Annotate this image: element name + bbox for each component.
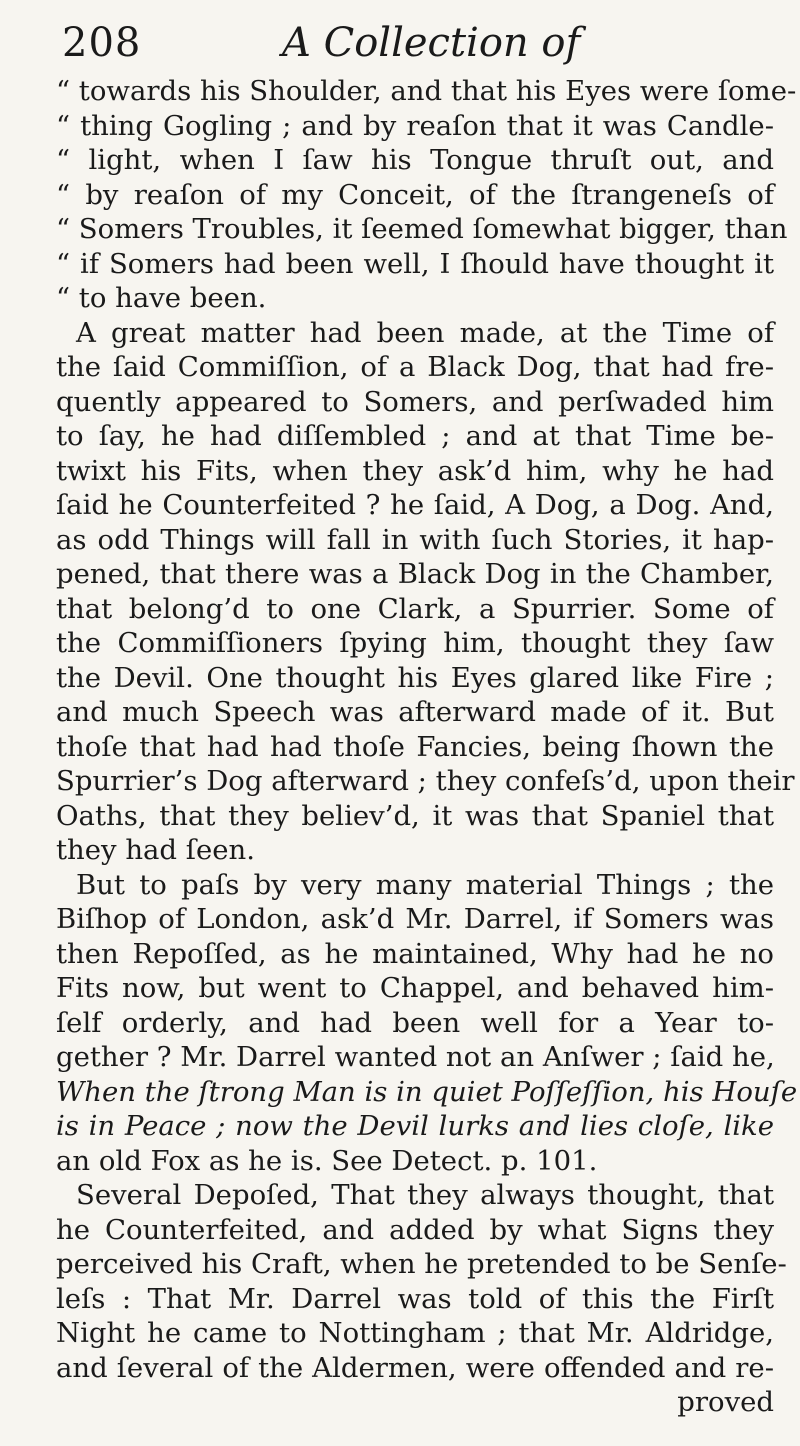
text-line: proved <box>677 1386 774 1418</box>
text-line: perceived his Craft, when he pretended to be Senſe- <box>56 1248 787 1280</box>
text-line: as odd Things will fall in with ſuch Stories, it hap- <box>56 523 774 556</box>
text-line: is in Peace ; now the Devil lurks and lies cloſe, like <box>56 1110 774 1142</box>
text-line: “ towards his Shoulder, and that his Eyes were ſome- <box>56 75 797 107</box>
text-line: “ thing Gogling ; and by reaſon that it was Candle- <box>56 109 774 142</box>
text-line: thoſe that had had thoſe Fancies, being ſhown the <box>56 730 774 763</box>
text-line: the Devil. One thought his Eyes glared like Fire ; <box>56 661 774 694</box>
text-line: “ by reaſon of my Conceit, of the ſtrangeneſs of <box>56 178 774 211</box>
page-number: 208 <box>62 20 142 66</box>
text-line: the ſaid Commiſſion, of a Black Dog, that had fre- <box>56 351 774 383</box>
text-line: and ſeveral of the Aldermen, were offended and re- <box>56 1351 774 1384</box>
text-line: twixt his Fits, when they ask’d him, why he had <box>56 454 774 487</box>
text-line: Several Depoſed, That they always thought, that <box>76 1179 774 1211</box>
body-text <box>56 74 798 1420</box>
text-line: leſs : That Mr. Darrel was told of this the Firſt <box>56 1282 774 1315</box>
text-line: to ſay, he had diſſembled ; and at that Time be- <box>56 420 774 452</box>
text-line: “ Somers Troubles, it ſeemed ſomewhat bigger, than <box>56 213 788 245</box>
text-line: gether ? Mr. Darrel wanted not an Anſwer ; ſaid he, <box>56 1041 775 1073</box>
running-title: A Collection of <box>282 20 581 66</box>
text-line: ſelf orderly, and had been well for a Year to- <box>56 1006 774 1039</box>
text-line: and much Speech was afterward made of it. But <box>56 696 774 728</box>
text-line: Night he came to Nottingham ; that Mr. Aldridge, <box>56 1317 774 1349</box>
text-line: he Counterfeited, and added by what Signs they <box>56 1213 774 1246</box>
text-line: they had ſeen. <box>56 834 255 866</box>
text-line: A great matter had been made, at the Time of <box>76 316 774 349</box>
text-line: pened, that there was a Black Dog in the Chamber, <box>56 558 774 590</box>
text-line: that belong’d to one Clark, a Spurrier. Some of <box>56 592 774 625</box>
text-line: But to paſs by very many material Things ; the <box>76 868 774 901</box>
text-line: “ if Somers had been well, I ſhould have thought it <box>56 247 774 280</box>
text-line: an old Fox as he is. See Detect. p. 101. <box>56 1144 598 1177</box>
text-line: Fits now, but went to Chappel, and behaved him- <box>56 972 774 1004</box>
text-line: “ to have been. <box>56 282 267 314</box>
text-line: then Repoſſed, as he maintained, Why had he no <box>56 937 774 970</box>
text-line: ſaid he Counterfeited ? he ſaid, A Dog, a Dog. And, <box>56 489 774 521</box>
text-line: When the ſtrong Man is in quiet Poſſeſſion, his Houſe <box>56 1075 798 1108</box>
text-line: the Commiſſioners ſpying him, thought they ſaw <box>56 627 774 659</box>
running-head <box>62 12 762 82</box>
text-line: “ light, when I ſaw his Tongue thruſt out, and <box>56 144 774 176</box>
text-line: quently appeared to Somers, and perſwaded him <box>56 385 774 418</box>
text-line: Spurrier’s Dog afterward ; they confeſs’d, upon their <box>56 765 795 797</box>
text-line: Oaths, that they believ’d, it was that Spaniel that <box>56 799 774 832</box>
text-line: Biſhop of London, ask’d Mr. Darrel, if Somers was <box>56 903 774 935</box>
